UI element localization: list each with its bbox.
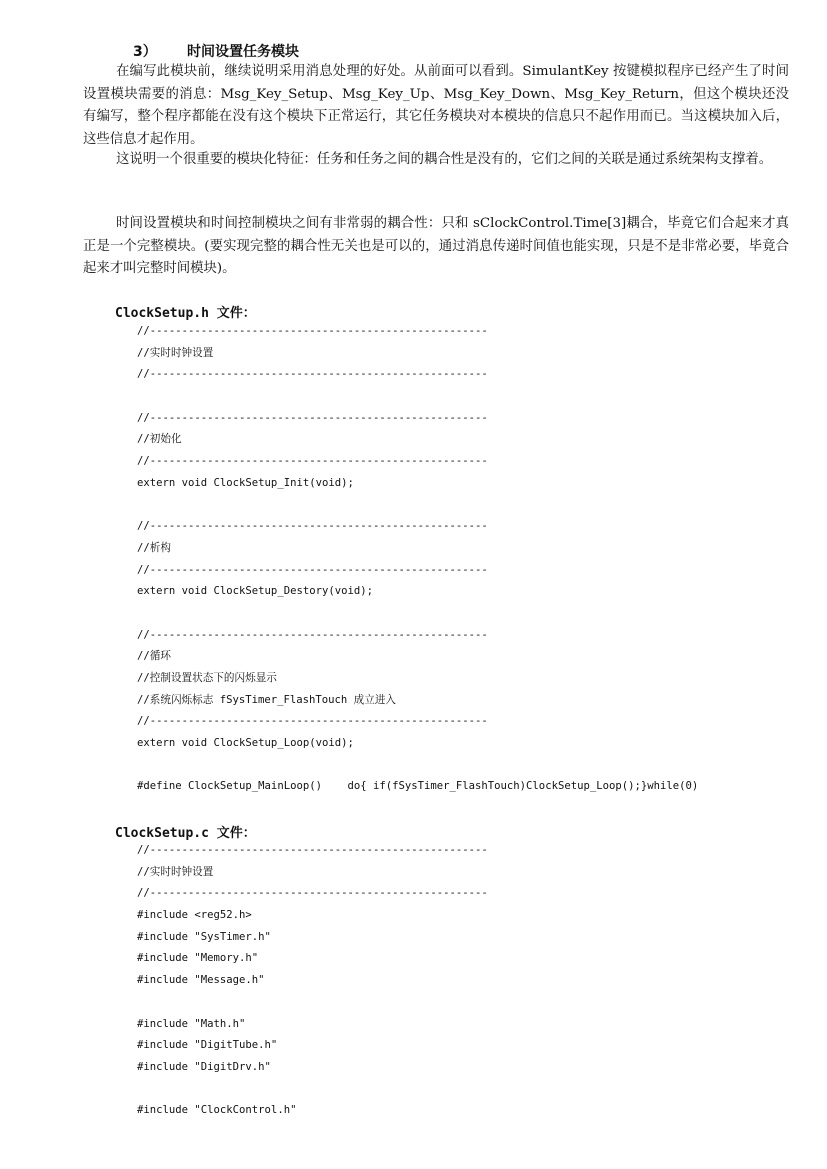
paragraph-modularity: 这说明一个很重要的模块化特征：任务和任务之间的耦合性是没有的，它们之间的关联是通过系统架构支撑着。: [116, 152, 773, 167]
code-line: #include "Message.h": [137, 974, 265, 987]
code-line: #define ClockSetup_MainLoop() do{ if(fSysTimer_FlashTouch)ClockSetup_Loop();}while(0): [137, 780, 699, 793]
code-line: #include "DigitTube.h": [137, 1039, 278, 1052]
code-line: #include "SysTimer.h": [137, 930, 271, 943]
code-line: //-----------------------------------------------------: [137, 520, 488, 533]
code-line: //实时时钟设置: [137, 865, 214, 878]
code-line: //循环: [137, 650, 171, 663]
code-line: //-----------------------------------------------------: [137, 628, 488, 641]
code-line: //析构: [137, 541, 171, 554]
code-line: //系统闪烁标志 fSysTimer_FlashTouch 成立进入: [137, 693, 397, 706]
code-line: extern void ClockSetup_Init(void);: [137, 476, 354, 489]
code-line: //控制设置状态下的闪烁显示: [137, 672, 277, 684]
header-file-title: ClockSetup.h 文件：: [115, 306, 256, 321]
section-heading: [133, 41, 299, 61]
code-line: //-----------------------------------------------------: [137, 844, 488, 856]
source-file-title: ClockSetup.c 文件：: [115, 826, 256, 841]
section-number: 3）: [133, 44, 157, 60]
code-line: //-----------------------------------------------------: [137, 325, 488, 337]
code-line: #include "ClockControl.h": [137, 1104, 297, 1117]
code-line: #include "Math.h": [137, 1017, 246, 1030]
code-line: //实时时钟设置: [137, 346, 214, 359]
code-line: #include "DigitDrv.h": [137, 1060, 271, 1073]
code-line: //-----------------------------------------------------: [137, 411, 488, 424]
section-title: 时间设置任务模块: [187, 44, 299, 60]
paragraph-coupling: 时间设置模块和时间控制模块之间有非常弱的耦合性：只和 sClockControl.Time[3]耦合，毕竟它们合起来才真正是一个完整模块。(要实现完整的耦合性无关也是可以的，通过消息传递时间值也能实现，只是不是非常必要，毕竟合起来才叫完整时间模块)。: [83, 216, 789, 276]
code-line: [137, 386, 698, 408]
code-line: [137, 755, 698, 777]
code-line: //初始化: [137, 433, 182, 446]
code-line: //-----------------------------------------------------: [137, 563, 488, 576]
code-line: extern void ClockSetup_Destory(void);: [137, 585, 373, 598]
code-line: [137, 495, 698, 517]
paragraph-message-benefit: 在编写此模块前，继续说明采用消息处理的好处。从前面可以看到。SimulantKey 按键模拟程序已经产生了时间设置模块需要的消息：Msg_Key_Setup、Msg_Key_Up、Msg_Key_Down、Msg_Key_Return，但这个模块还没有编写，整个程序都能在没有这个模块下正常运行，其它任务模块对本模块的信息只不起作用而已。当这模块加入后，这些信息才起作用。: [83, 64, 789, 147]
code-line: [137, 992, 488, 1014]
code-line: //-----------------------------------------------------: [137, 455, 488, 468]
code-line: #include <reg52.h>: [137, 909, 252, 922]
code-line: //-----------------------------------------------------: [137, 368, 488, 381]
code-line: [137, 1079, 488, 1101]
header-file-code: [137, 321, 698, 798]
code-line: extern void ClockSetup_Loop(void);: [137, 737, 354, 750]
code-line: #include "Memory.h": [137, 952, 259, 965]
code-line: [137, 603, 698, 625]
code-line: //-----------------------------------------------------: [137, 715, 488, 728]
code-line: //-----------------------------------------------------: [137, 887, 488, 900]
source-file-code: [137, 840, 488, 1122]
